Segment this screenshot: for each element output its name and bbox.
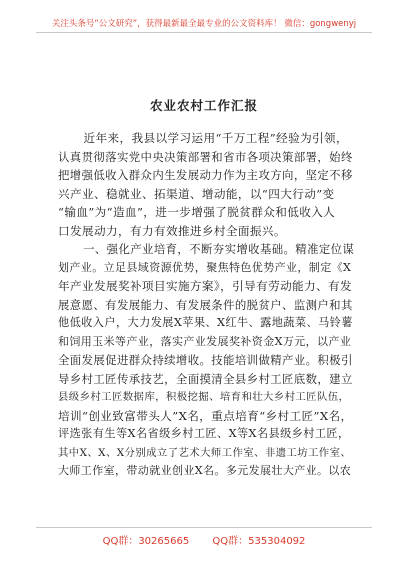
body-line: 兴产业、稳就业、拓渠道、增动能，以“四大行动”变 <box>58 186 335 201</box>
body-line: “输血”为“造血”，进一步增强了脱贫群众和低收入人 <box>58 205 336 219</box>
body-line: 县级乡村工匠数据库，积极挖掘、培育和壮大乡村工匠队伍， <box>58 391 350 403</box>
body-line: 其中X、X、X分别成立了艺术大师工作室、非遗工坊工作室、 <box>58 446 352 459</box>
document-title: 农业农村工作汇报 <box>149 98 258 113</box>
body-line: 口发展动力，有力有效推进乡村全面振兴。 <box>58 223 286 238</box>
body-line: 导乡村工匠传承技艺，全面摸清全县乡村工匠底数，建立 <box>58 371 353 386</box>
document-body <box>58 129 354 481</box>
footer-qq-group-1: QQ群：30265665 <box>102 536 190 547</box>
body-line: 评选张有生等X名省级乡村工匠、X等X名县级乡村工匠， <box>58 427 350 440</box>
header-divider <box>36 32 372 33</box>
body-line: 年产业发展奖补项目实施方案》，引导有劳动能力、有发 <box>58 279 353 293</box>
footer-qq-group-2: QQ群：535304092 <box>212 536 306 547</box>
body-line: 他低收入户，大力发展X苹果、X红牛、露地蔬菜、马铃薯 <box>58 316 353 329</box>
body-line: 培训“创业致富带头人”X名，重点培育“乡村工匠”X名， <box>58 408 353 423</box>
body-line: 和饲用玉米等产业，落实产业发展奖补资金X万元，以产业 <box>58 334 352 348</box>
body-line: 一、强化产业培育，不断夯实增收基础。精准定位谋 <box>83 242 355 256</box>
body-line: 把增强低收入群众内生发展动力作为主攻方向，坚定不移 <box>58 168 353 182</box>
footer-divider <box>36 527 372 528</box>
footer <box>0 532 408 547</box>
body-line: 认真贯彻落实党中央决策部署和省市各项决策部署，始终 <box>58 149 353 164</box>
header-note: 关注头条号“公文研究”，获得最新最全最专业的公文资料库！ 微信：gongwenyj <box>51 19 357 29</box>
body-line: 近年来，我县以学习运用“千万工程”经验为引领， <box>83 131 349 145</box>
body-line: 展意愿、有发展能力、有发展条件的脱贫户、监测户和其 <box>58 297 353 312</box>
body-line: 全面发展促进群众持续增收。技能培训做精产业。积极引 <box>58 353 353 367</box>
body-line: 划产业。立足县域资源优势，聚焦特色优势产业，制定《X <box>58 260 352 274</box>
body-line: 大师工作室，带动就业创业X名。多元发展壮大产业。以农 <box>58 464 352 477</box>
